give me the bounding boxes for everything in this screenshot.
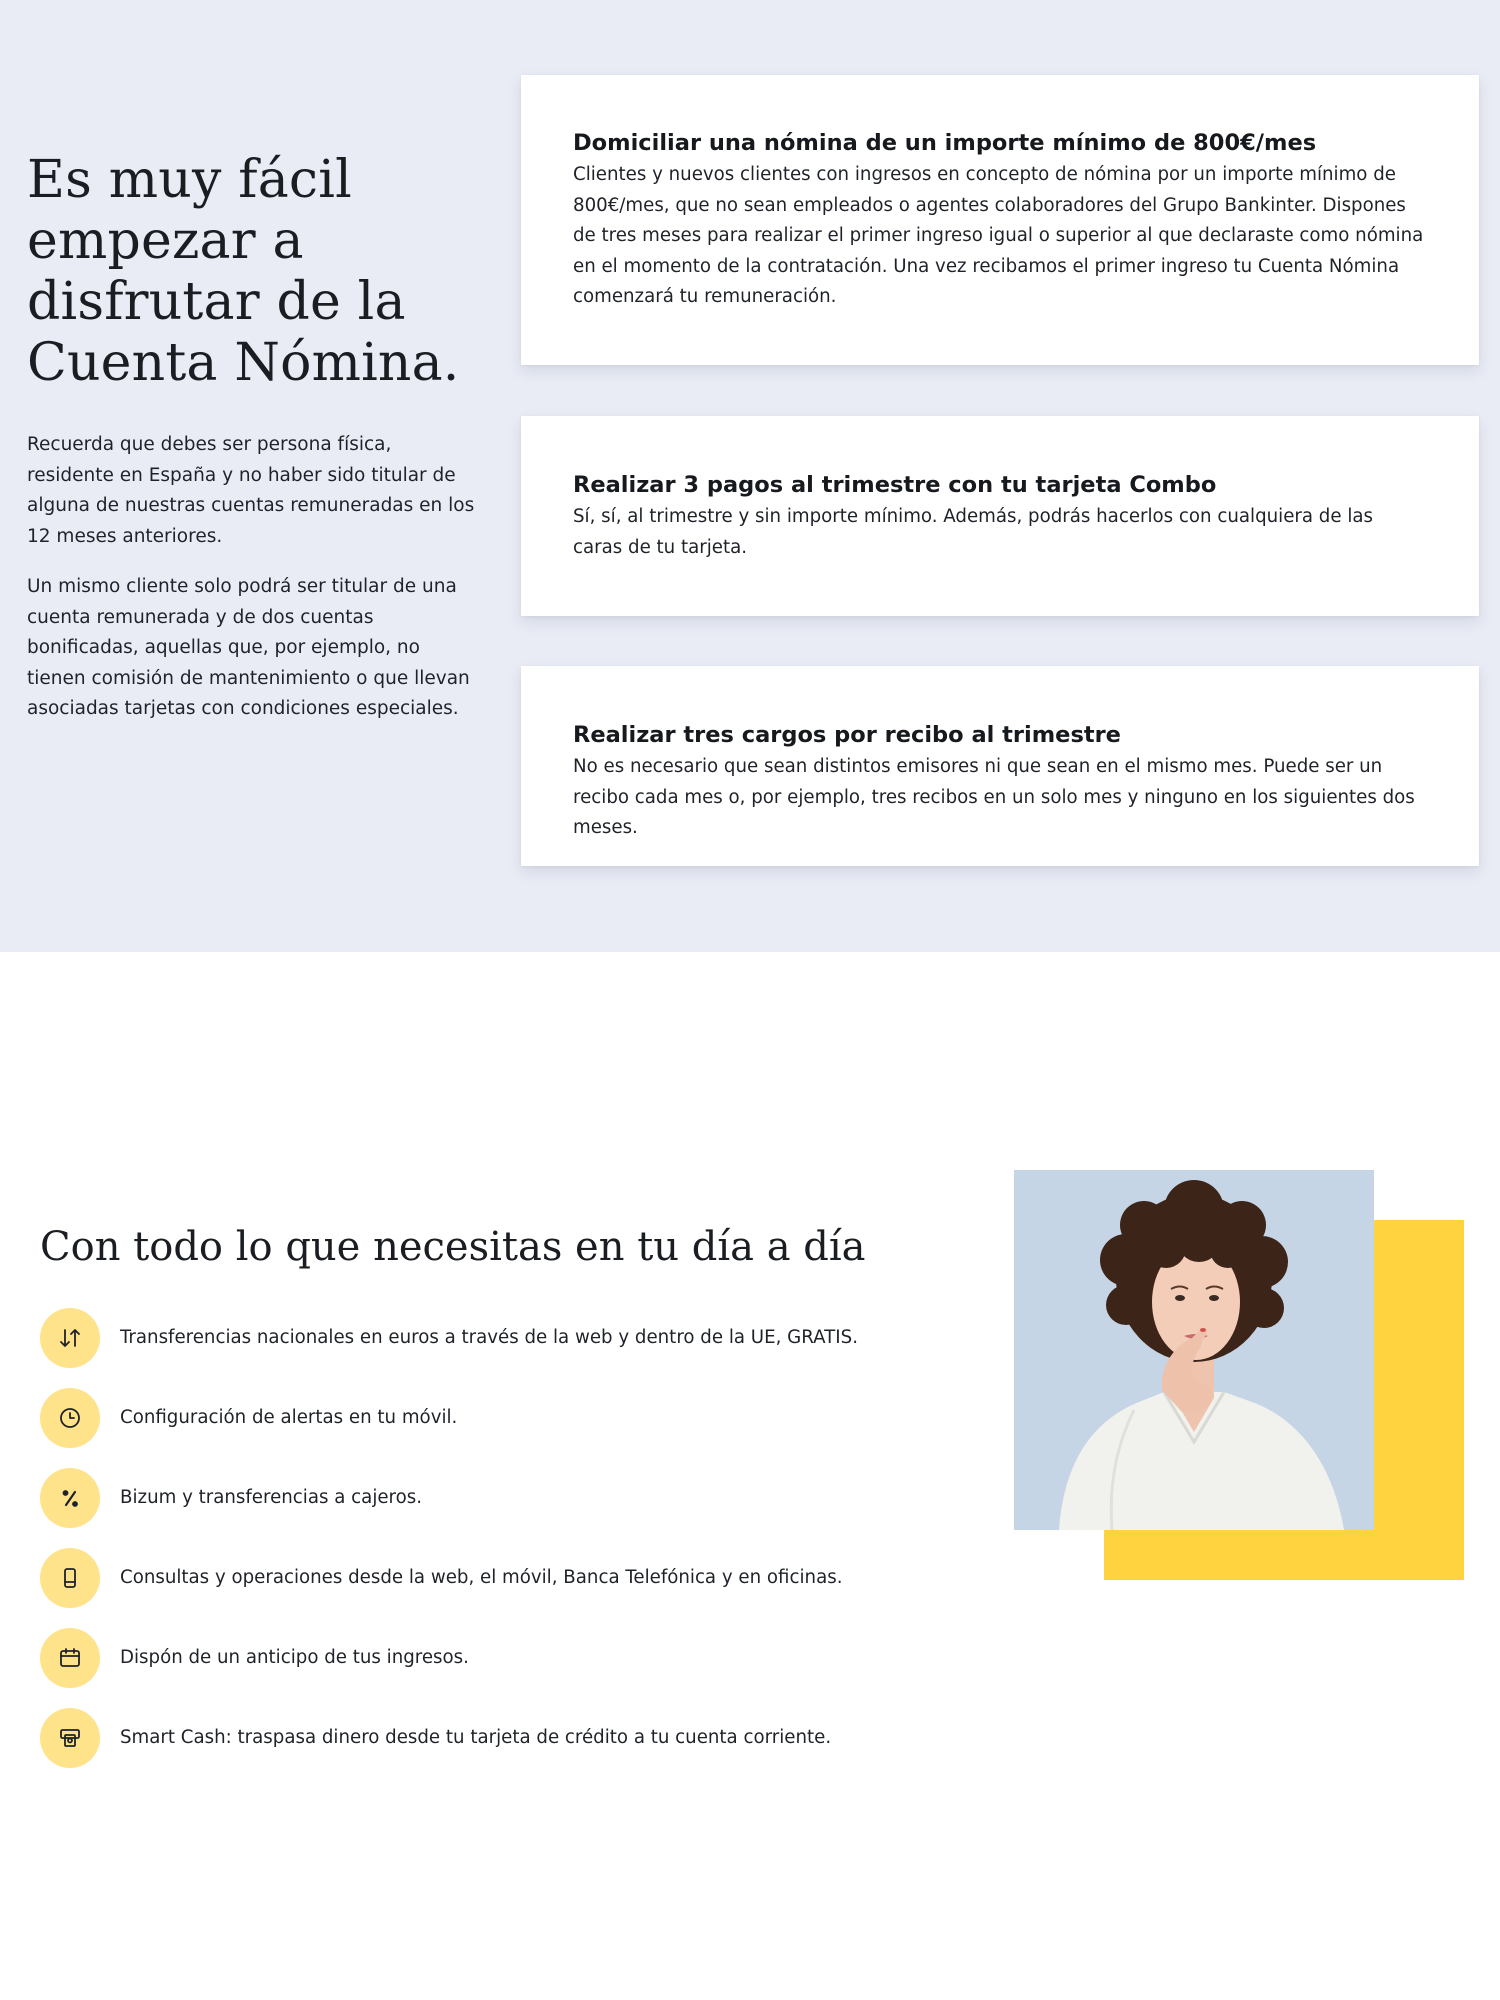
feature-text: Bizum y transferencias a cajeros. [120,1487,423,1508]
account-limit-paragraph: Un mismo cliente solo podrá ser titular de una cuenta remunerada y de dos cuentas bonificadas, aquellas que, por ejemplo, no tienen comisión de mantenimiento o que llevan asociadas tarjetas con condiciones especiales. [27,576,470,719]
card-text: No es necesario que sean distintos emisores ni que sean en el mismo mes. Puede ser un recibo cada mes o, por ejemplo, tres recibos en un solo mes y ninguno en los siguientes dos meses. [573,756,1415,838]
section-title: Es muy fácil empezar a disfrutar de la Cuenta Nómina. [27,150,460,393]
card-text: Sí, sí, al trimestre y sin importe mínimo. Además, podrás hacerlos con cualquiera de las caras de tu tarjeta. [573,506,1373,558]
requirement-card-bills [521,666,1479,866]
mobile-phone-icon [40,1548,100,1608]
feature-text: Configuración de alertas en tu móvil. [120,1407,458,1428]
card-title: Realizar 3 pagos al trimestre con tu tarjeta Combo [573,472,1217,498]
transfer-arrows-icon [40,1308,100,1368]
requirement-card-payments [521,416,1479,616]
percent-icon [40,1468,100,1528]
eligibility-paragraph: Recuerda que debes ser persona física, residente en España y no haber sido titular de alguna de nuestras cuentas remuneradas en los 12 meses anteriores. [27,434,475,547]
features-title: Con todo lo que necesitas en tu día a día [40,1224,866,1270]
card-text: Clientes y nuevos clientes con ingresos en concepto de nómina por un importe mínimo de 800€/mes, que no sean empleados o agentes colaboradores del Grupo Bankinter. Dispones de tres meses para realizar el primer ingreso igual o superior al que declaraste como nómina en el momento de la contratación. Una vez recibamos el primer ingreso tu Cuenta Nómina comenzará tu remuneración. [573,164,1424,307]
card-title: Domiciliar una nómina de un importe mínimo de 800€/mes [573,130,1317,156]
requirements-intro [27,150,477,725]
woman-thinking-photo [1014,1170,1374,1530]
feature-item-transfers [40,1308,940,1368]
feature-item-bizum [40,1468,940,1528]
calendar-icon [40,1628,100,1688]
feature-item-smart-cash [40,1708,940,1768]
requirements-section [0,0,1500,952]
card-title: Realizar tres cargos por recibo al trimestre [573,722,1121,748]
feature-text: Smart Cash: traspasa dinero desde tu tarjeta de crédito a tu cuenta corriente. [120,1727,832,1748]
requirement-card-payroll [521,75,1479,365]
feature-text: Transferencias nacionales en euros a través de la web y dentro de la UE, GRATIS. [120,1327,858,1348]
feature-item-alerts [40,1388,940,1448]
feature-list [40,1308,940,1788]
feature-item-advance [40,1628,940,1688]
atm-cash-icon [40,1708,100,1768]
clock-icon [40,1388,100,1448]
feature-text: Consultas y operaciones desde la web, el móvil, Banca Telefónica y en oficinas. [120,1567,843,1588]
feature-text: Dispón de un anticipo de tus ingresos. [120,1647,469,1668]
feature-item-channels [40,1548,940,1608]
